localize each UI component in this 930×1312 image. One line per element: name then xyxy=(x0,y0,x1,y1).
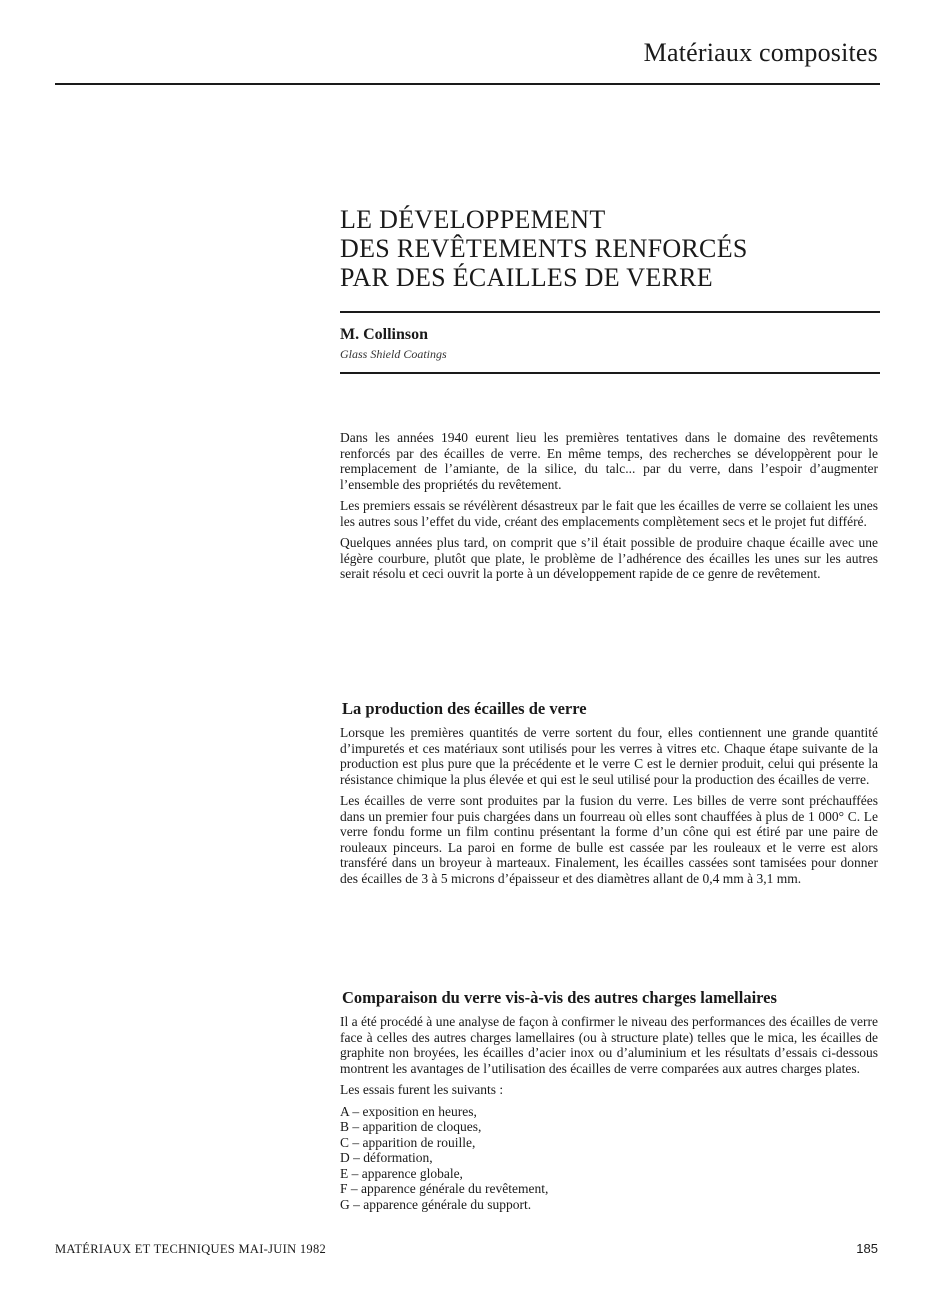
list-item: F – apparence générale du revêtement, xyxy=(340,1181,549,1196)
section-comparison-text xyxy=(340,1014,878,1212)
paragraph: Quelques années plus tard, on comprit que s’il était possible de produire chaque écaille avec une légère courbure, plutôt que plate, le problème de l’adhérence des écailles les unes sur les autres serait résolu et ceci ouvrit la porte à un développement rapide de ce genre de revêtement. xyxy=(340,535,878,581)
list-item: G – apparence générale du support. xyxy=(340,1196,532,1212)
paragraph: Les essais furent les suivants : xyxy=(340,1082,504,1097)
header-rule xyxy=(55,83,880,85)
title-rule xyxy=(340,311,880,313)
tests-list xyxy=(340,1104,878,1213)
paragraph: Dans les années 1940 eurent lieu les premières tentatives dans le domaine des revêtements renforcés par des écailles de verre. En même temps, des recherches se développèrent pour le remplacement de l’amiante, de la silice, du talc... par du verre, dans l’espoir d’augmenter l’ensemble des propriétés du revêtement. xyxy=(340,430,878,492)
article-title-line: DES REVÊTEMENTS RENFORCÉS xyxy=(340,234,748,263)
list-item: A – exposition en heures, xyxy=(340,1103,477,1119)
page-number: 185 xyxy=(856,1241,878,1256)
footer-journal: MATÉRIAUX ET TECHNIQUES MAI-JUIN 1982 xyxy=(55,1242,327,1256)
article-title-line: PAR DES ÉCAILLES DE VERRE xyxy=(340,263,713,292)
article-title-line: LE DÉVELOPPEMENT xyxy=(340,205,606,234)
list-item: E – apparence globale, xyxy=(340,1165,463,1181)
list-item: C – apparition de rouille, xyxy=(340,1134,476,1150)
journal-section-title: Matériaux composites xyxy=(643,38,878,67)
list-item: D – déformation, xyxy=(340,1150,433,1165)
paragraph: Les premiers essais se révélèrent désastreux par le fait que les écailles de verre se collaient les unes les autres sous l’effet du vide, créant des emplacements complètement secs et le projet fut différé. xyxy=(340,498,878,529)
author-rule xyxy=(340,372,880,374)
section-heading: Comparaison du verre vis-à-vis des autres charges lamellaires xyxy=(342,988,777,1007)
intro-text xyxy=(340,430,878,588)
author-name: M. Collinson xyxy=(340,326,429,343)
paragraph: Il a été procédé à une analyse de façon à confirmer le niveau des performances des écailles de verre face à celles des autres charges lamellaires (ou à structure plate) telles que le mica, les écailles de graphite non broyées, les écailles d’acier inox ou d’aluminium et les résultats d’essais ci-dessous montrent les avantages de l’utilisation des écailles de verre comparées aux autres charges plates. xyxy=(340,1014,878,1076)
section-heading: La production des écailles de verre xyxy=(342,699,587,718)
paragraph: Lorsque les premières quantités de verre sortent du four, elles contiennent une grande quantité d’impuretés et ces matériaux sont utilisés pour les verres à vitres etc. Chaque étape suivante de la production est plus pure que la précédente et le verre C est le dernier produit, celui qui présente la résistance chimique la plus élevée et qui est le seul utilisé pour la production des écailles de verre. xyxy=(340,725,878,787)
article-title xyxy=(340,205,880,292)
author-affiliation: Glass Shield Coatings xyxy=(340,347,447,361)
paragraph: Les écailles de verre sont produites par la fusion du verre. Les billes de verre sont préchauffées dans un premier four puis chargées dans un fourreau où elles sont chauffées à plus de 1 000° C. Le verre fondu forme un film continu présentant la forme d’un cône qui est étiré par une paire de rouleaux pinceurs. La paroi en forme de bulle est cassée par les rouleaux et le verre est alors transféré dans un broyeur à marteaux. Finalement, les écailles cassées sont tamisées pour donner des écailles de 3 à 5 microns d’épaisseur et des diamètres allant de 0,4 mm à 3,1 mm. xyxy=(340,793,878,886)
section-production-text xyxy=(340,725,878,892)
list-item: B – apparition de cloques, xyxy=(340,1119,482,1134)
